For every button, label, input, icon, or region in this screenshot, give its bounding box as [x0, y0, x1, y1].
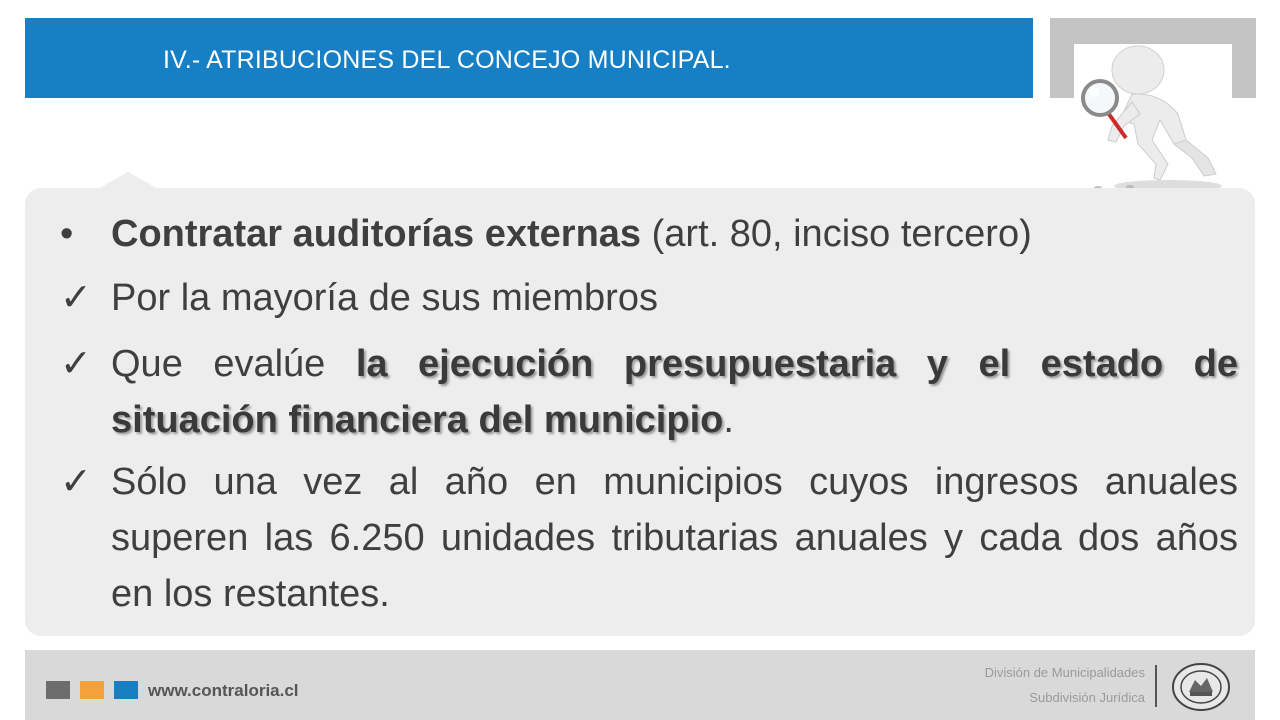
bullet-item-contratar [60, 206, 1238, 262]
check-item-evalue [60, 336, 1238, 448]
page-title: IV.- ATRIBUCIONES DEL CONCEJO MUNICIPAL. [163, 46, 731, 74]
footer-square-orange [80, 681, 104, 699]
bullet-bold-text: Contratar auditorías externas [111, 213, 642, 255]
check-item-mayoria [60, 270, 1238, 326]
footer-square-blue [114, 681, 138, 699]
check-item-suffix: . [723, 399, 734, 441]
magnifier-figure-icon [1068, 40, 1234, 196]
subdivision-label: Subdivisión Jurídica [1029, 690, 1145, 705]
check-item-emphasis: la ejecución presupuestaria y el estado de situación financiera del municipio [111, 343, 1238, 441]
bullet-rest-text: (art. 80, inciso tercero) [641, 213, 1032, 255]
checkmark-icon: ✓ [60, 343, 92, 385]
website-link[interactable]: www.contraloria.cl [148, 681, 299, 700]
check-item-text: Sólo una vez al año en municipios cuyos ingresos anuales superen las 6.250 unidades tributarias anuales y cada dos años en los restantes. [111, 461, 1238, 615]
bullet-marker: • [60, 213, 74, 255]
check-item-text: Por la mayoría de sus miembros [111, 277, 658, 319]
checkmark-icon: ✓ [60, 461, 92, 503]
division-label: División de Municipalidades [984, 665, 1145, 680]
footer-square-gray [46, 681, 70, 699]
check-item-prefix: Que evalúe [111, 343, 356, 385]
contraloria-seal-icon [1170, 662, 1232, 712]
checkmark-icon: ✓ [60, 277, 92, 319]
footer-divider [1155, 665, 1157, 707]
check-item-frecuencia [60, 454, 1238, 622]
